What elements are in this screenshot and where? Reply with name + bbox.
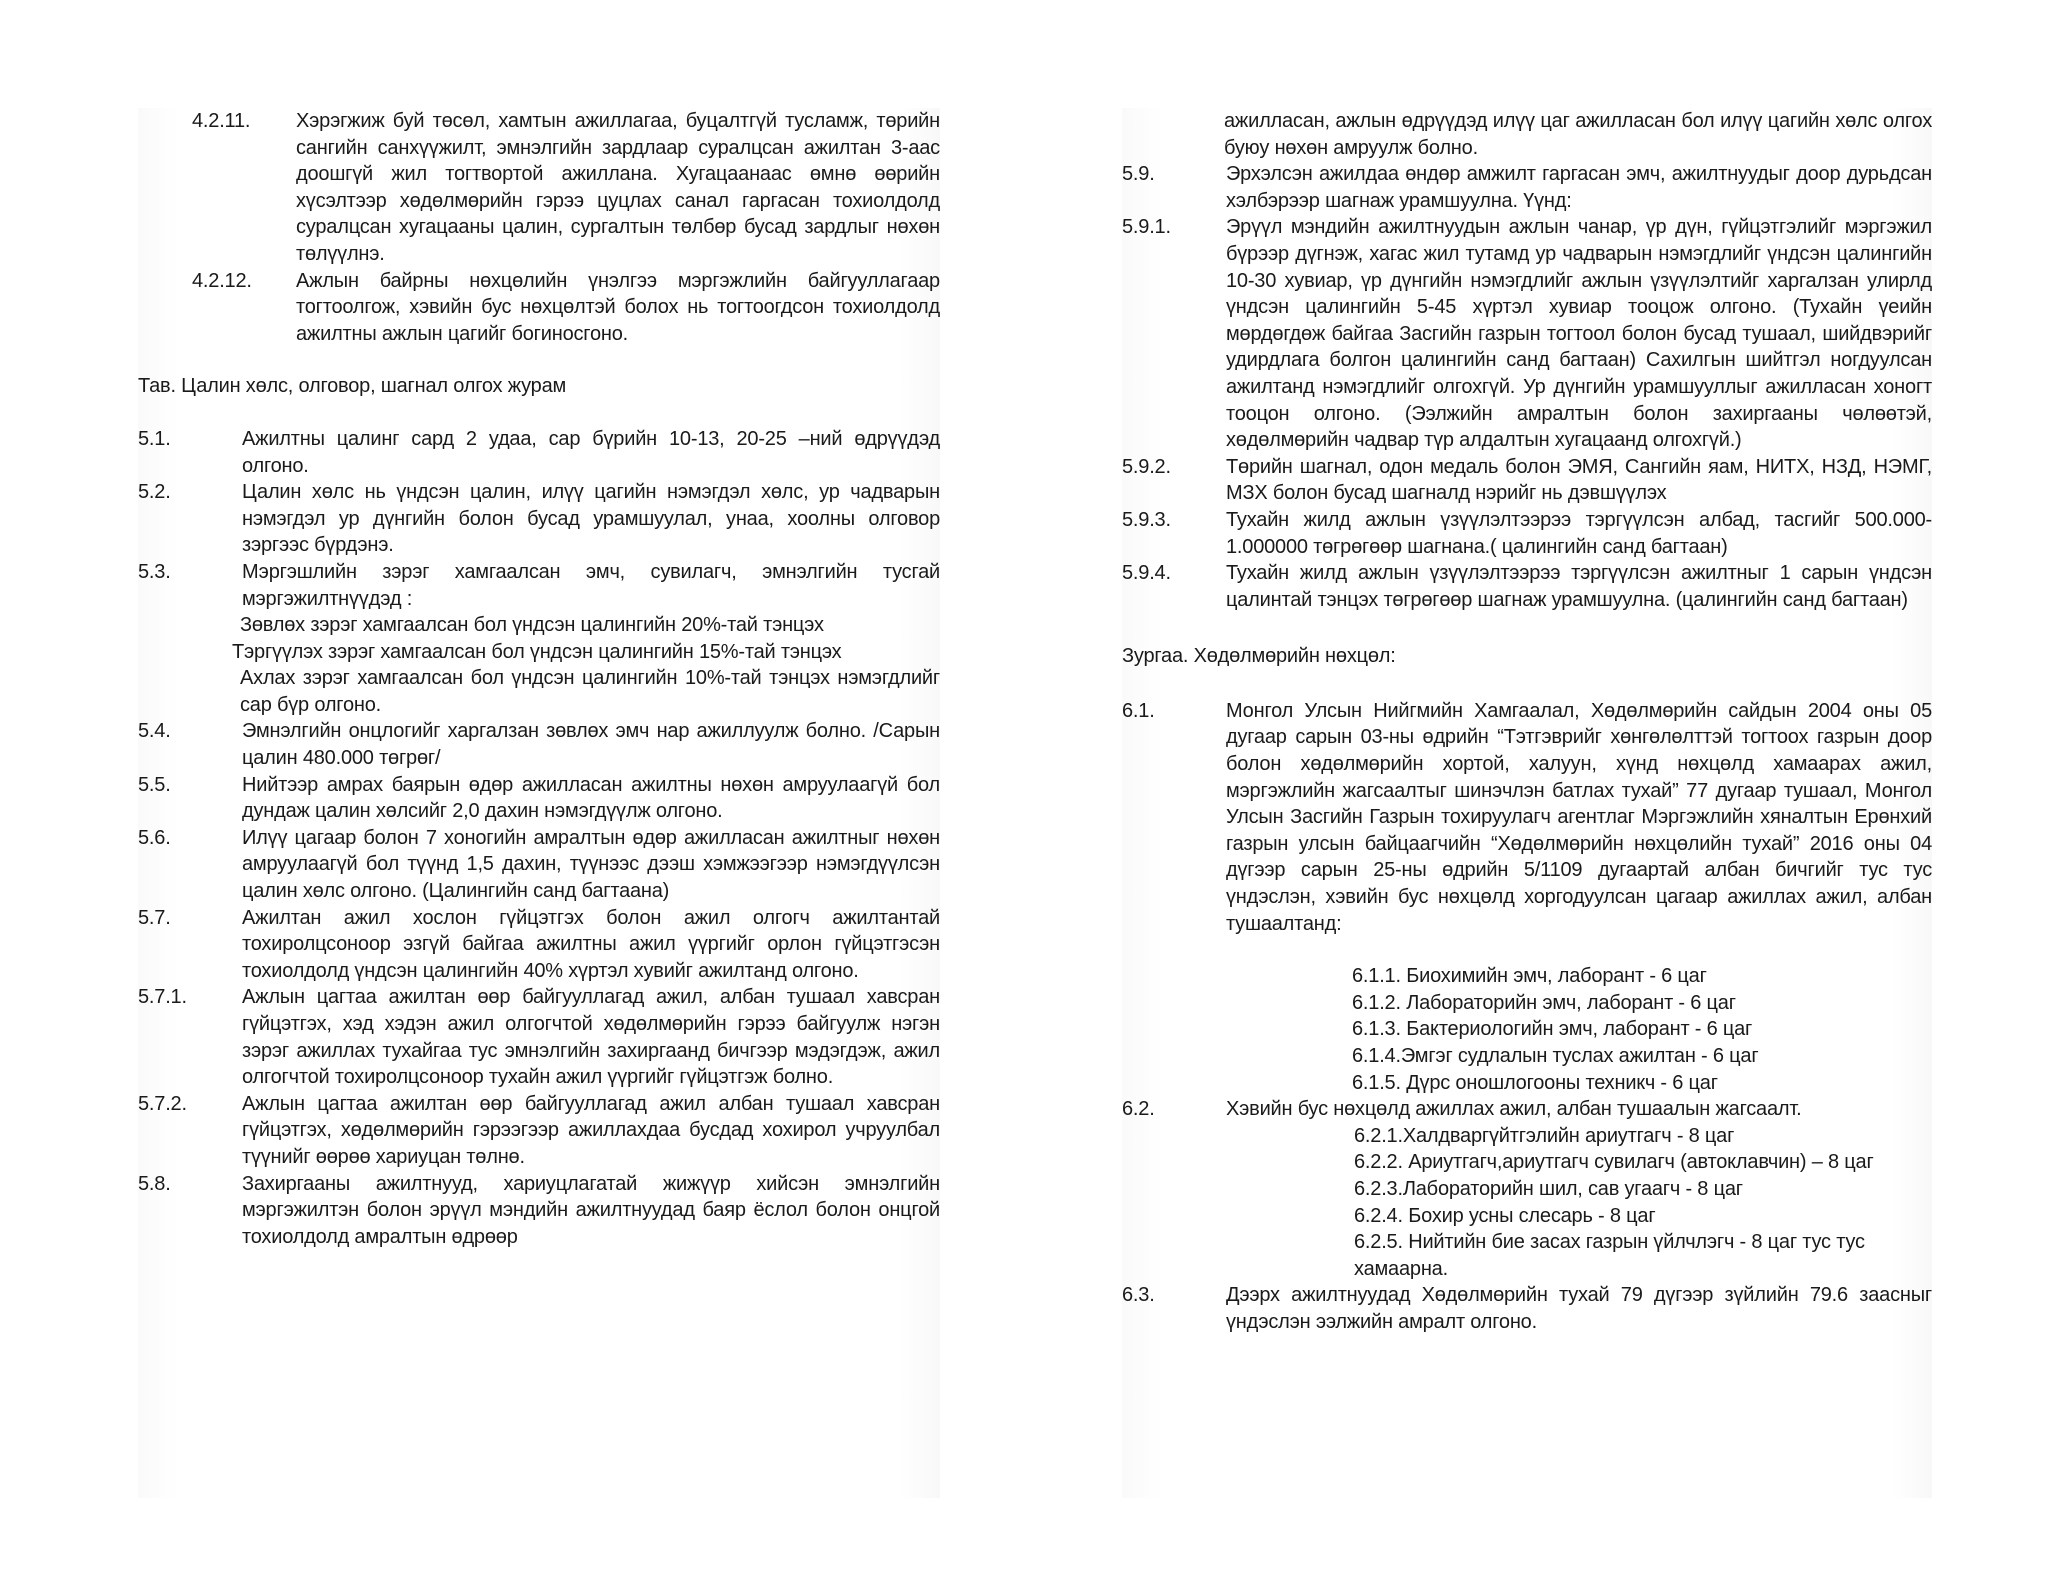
clause-text: Ажлын цагтаа ажилтан өөр байгууллагад ажил, албан тушаал хавсран гүйцэтгэх, хэд хэдэн ажил олгогчтой хөдөлмөрийн гэрээ байгуулж нэгэн зэрэг ажиллах тухайгаа тус эмнэлгийн захиргаанд бичгээр мэдэгдэж, ажил олгогчтой тохиролцсоноор тухайн ажил үүргийг гүйцэтгэж болно. <box>242 986 940 1089</box>
clause-text: Ажлын цагтаа ажилтан өөр байгууллагад ажил албан тушаал хавсран гүйцэтгэх, хөдөлмөрийн гэрээгээр ажиллахдаа бусдад хохирол учруулбал түүнийг өөрөө хариуцан төлнө. <box>242 1092 940 1168</box>
clause-number: 5.1. <box>138 427 171 450</box>
left-page <box>138 108 940 1498</box>
clause-5-7-1 <box>138 984 940 1090</box>
clause-6-2 <box>1122 1096 1932 1123</box>
clause-number: 4.2.11. <box>192 110 251 132</box>
clause-text: Хэрэгжиж буй төсөл, хамтын ажиллагаа, буцалтгүй тусламж, төрийн сангийн санхүүжилт, эмнэлгийн зардлаар суралцсан ажилтан 3-аас доошгүй жил тогтвортой ажиллана. Хугацаанаас өмнө өөрийн хүсэлтээр хөдөлмөрийн гэрээ цуцлах санал гаргасан тохиолдолд суралцсан хугацааны цалин, сургалтын төлбөр бусад зардлыг нөхөн төлүүлнэ. <box>296 110 940 265</box>
clause-text: Ажилтан ажил хослон гүйцэтгэх болон ажил олгогч ажилтантай тохиролцсоноор эзгүй байгаа ажилтны ажил үүргийг орлон гүйцэтгэсэн тохиолдолд үндсэн цалингийн 40% хүртэл хувийг ажилтанд олгоно. <box>242 906 940 982</box>
clause-number: 6.2. <box>1122 1098 1155 1121</box>
clause-5-6 <box>138 825 940 905</box>
clause-number: 5.9.4. <box>1122 562 1171 585</box>
list-item: 6.2.3.Лабораторийн шил, сав угаагч - 8 цаг <box>1354 1177 1743 1200</box>
list-item: 6.2.1.Халдваргүйтгэлийн ариутгагч - 8 цаг <box>1354 1124 1735 1147</box>
clause-text: Эрүүл мэндийн ажилтнуудын ажлын чанар, үр дүн, гүйцэтгэлийг мэргэжил бүрээр дүгнэж, хагас жил тутамд ур чадварын нэмэгдлийг үндсэн цалингийн 10-30 хувиар, үр дүнгийн нэмэгдлийг ажлын үзүүлэлтийг харгалзан улирлд үндсэн цалингийн 5-45 хүртэл хувиар тооцож олгоно. (Тухайн үеийн мөрдөгдөж байгаа Засгийн газрын тогтоол болон бусад тушаал, шийдвэрийг удирдлага болгон цалингийн санд багтаан) Сахилгын шийтгэл ногдуулсан ажилтанд нэмэгдлийг олгохгүй. Ур дүнгийн урамшууллыг ажилласан хоногт тооцон олгоно. (Ээлжийн амралтын болон захиргааны чөлөөтэй, хөдөлмөрийн чадвар түр алдалтын хугацаанд олгохгүй.) <box>1226 216 1932 452</box>
clause-5-3 <box>138 559 940 612</box>
clause-text: Тухайн жилд ажлын үзүүлэлтээрээ тэргүүлсэн албад, тасгийг 500.000-1.000000 төгрөгөөр шагнана.( цалингийн санд багтаан) <box>1226 508 1932 558</box>
clause-number: 5.3. <box>138 560 171 583</box>
clause-5-7-2 <box>138 1091 940 1171</box>
clause-number: 6.1. <box>1122 699 1155 722</box>
section-heading-five: Тав. Цалин хөлс, олговор, шагнал олгох журам <box>138 375 567 398</box>
clause-number: 5.2. <box>138 481 171 504</box>
list-item: 6.1.3. Бактериологийн эмч, лаборант - 6 цаг <box>1352 1018 1753 1041</box>
clause-6-1 <box>1122 698 1932 937</box>
rank-advisor-line: Зөвлөх зэрэг хамгаалсан бол үндсэн цалингийн 20%-тай тэнцэх <box>240 614 824 637</box>
clause-number: 5.9.2. <box>1122 455 1171 478</box>
clause-text: Тухайн жилд ажлын үзүүлэлтээрээ тэргүүлсэн ажилтныг 1 сарын үндсэн цалинтай тэнцэх төгрөгөөр шагнаж урамшуулна. (цалингийн санд багтаан) <box>1226 562 1932 611</box>
clause-number: 5.5. <box>138 773 171 796</box>
clause-5-1 <box>138 426 940 479</box>
clause-text: Төрийн шагнал, одон медаль болон ЭМЯ, Сангийн яам, НИТХ, НЗД, НЭМГ, МЗХ болон бусад шагналд нэрийг нь дэвшүүлэх <box>1226 455 1932 505</box>
clause-number: 5.4. <box>138 720 171 743</box>
clause-number: 6.3. <box>1122 1284 1155 1307</box>
clause-number: 5.7. <box>138 906 171 929</box>
clause-4-2-11 <box>192 108 940 268</box>
clause-5-2 <box>138 479 940 559</box>
clause-text: Эмнэлгийн онцлогийг харгалзан зөвлөх эмч нар ажиллуулж болно. /Сарын цалин 480.000 төгрөг/ <box>242 720 940 770</box>
clause-text: Ажилтны цалинг сард 2 удаа, сар бүрийн 10-13, 20-25 –ний өдрүүдэд олгоно. <box>242 427 940 477</box>
clause-number: 5.9. <box>1122 163 1155 186</box>
list-item: 6.1.1. Биохимийн эмч, лаборант - 6 цаг <box>1352 965 1707 988</box>
list-item: 6.2.5. Нийтийн бие засах газрын үйлчлэгч - 8 цаг тус тус хамаарна. <box>1354 1231 1865 1280</box>
list-6-2 <box>1122 1123 1932 1283</box>
clause-5-9-1 <box>1122 214 1932 453</box>
clause-number: 5.7.1. <box>138 986 187 1009</box>
list-item: 6.1.4.Эмгэг судлалын туслах ажилтан - 6 цаг <box>1352 1045 1759 1067</box>
continuation-text: ажилласан, ажлын өдрүүдэд илүү цаг ажилласан бол илүү цагийн хөлс олгох буюу нөхөн амруулж болно. <box>1224 110 1932 159</box>
list-item: 6.2.2. Ариутгагч,ариутгагч сувилагч (автоклавчин) – 8 цаг <box>1354 1151 1874 1174</box>
clause-number: 5.9.1. <box>1122 216 1171 239</box>
clause-text: Илүү цагаар болон 7 хоногийн амралтын өдөр ажилласан ажилтныг нөхөн амруулаагүй бол түүнд 1,5 дахин, түүнээс дээш хэмжээгээр нэмэгдүүлсэн цалин хөлс олгоно. (Цалингийн санд багтаана) <box>242 826 940 903</box>
list-item: 6.1.5. Дүрс оношлогооны техникч - 6 цаг <box>1352 1071 1718 1094</box>
right-page <box>1122 108 1932 1498</box>
spacer <box>1122 937 1932 963</box>
clause-number: 5.8. <box>138 1172 171 1195</box>
clause-number: 4.2.12. <box>192 269 252 292</box>
clause-number: 5.9.3. <box>1122 508 1171 531</box>
section-heading-six: Зургаа. Хөдөлмөрийн нөхцөл: <box>1122 645 1396 668</box>
clause-5-9 <box>1122 161 1932 214</box>
clause-text: Хэвийн бус нөхцөлд ажиллах ажил, албан тушаалын жагсаалт. <box>1226 1098 1802 1121</box>
clause-5-8 <box>138 1171 940 1251</box>
clause-text: Монгол Улсын Нийгмийн Хамгаалал, Хөдөлмөрийн сайдын 2004 оны 05 дугаар сарын 03-ны өдрийн “Тэтгэврийг хөнгөлөлттэй тогтоох газрын доор болон хөдөлмөрийн хортой, халуун, хүнд нөхцөлд хамаарах ажил, мэргэжлийн жагсаалтыг шинэчлэн батлах тухай” 77 дугаар тушаал, Монгол Улсын Засгийн Газрын тохируулагч агентлаг Мэргэжлийн хяналтын Ерөнхий газрын улсын байцаагчийн “Хөдөлмөрийн нөхцөлийн тухай” 2016 оны 04 дүгээр сарын 25-ны өдрийн 5/1109 дугаартай албан бичгийг тус тус үндэслэн, хэвийн бус нөхцөлд хоргодуулсан цагаар ажиллах ажил, албан тушаалтанд: <box>1226 699 1932 935</box>
list-item: 6.1.2. Лабораторийн эмч, лаборант - 6 цаг <box>1352 991 1736 1014</box>
clause-5-9-4 <box>1122 560 1932 613</box>
clause-list-4-2 <box>138 108 940 347</box>
list-6-1 <box>1122 963 1932 1096</box>
clause-6-3 <box>1122 1282 1932 1335</box>
clause-text: Захиргааны ажилтнууд, хариуцлагатай жижүүр хийсэн эмнэлгийн мэргэжилтэн болон эрүүл мэндийн ажилтнуудад баяр ёслол болон онцгой тохиолдолд амралтын өдрөөр <box>242 1172 940 1248</box>
clause-5-9-2 <box>1122 454 1932 507</box>
clause-number: 5.6. <box>138 826 171 849</box>
clause-text: Дээрх ажилтнуудад Хөдөлмөрийн тухай 79 дүгээр зүйлийн 79.6 заасныг үндэслэн ээлжийн амралт олгоно. <box>1226 1284 1932 1333</box>
clause-text: Цалин хөлс нь үндсэн цалин, илүү цагийн нэмэгдэл хөлс, ур чадварын нэмэгдэл ур дүнгийн болон бусад урамшуулал, унаа, хоолны олговор зэргээс бүрдэнэ. <box>242 481 940 557</box>
clause-number: 5.7.2. <box>138 1092 187 1115</box>
clause-5-7 <box>138 905 940 985</box>
rank-leading-line: Тэргүүлэх зэрэг хамгаалсан бол үндсэн цалингийн 15%-тай тэнцэх <box>232 640 842 663</box>
clause-5-9-3 <box>1122 507 1932 560</box>
clause-text: Ажлын байрны нөхцөлийн үнэлгээ мэргэжлийн байгууллагаар тогтоолгож, хэвийн бус нөхцөлтэй болох нь тогтоогдсон тохиолдолд ажилтны ажлын цагийг богиносгоно. <box>296 269 940 345</box>
clause-text: Эрхэлсэн ажилдаа өндөр амжилт гаргасан эмч, ажилтнуудыг доор дурьдсан хэлбэрээр шагнаж урамшуулна. Үүнд: <box>1226 163 1932 212</box>
clause-4-2-12 <box>192 268 940 348</box>
clause-text: Нийтээр амрах баярын өдөр ажилласан ажилтны нөхөн амруулаагүй бол дундаж цалин хөлсийг 2,0 дахин нэмэгдүүлж олгоно. <box>242 773 940 823</box>
clause-text: Мэргэшлийн зэрэг хамгаалсан эмч, сувилагч, эмнэлгийн тусгай мэргэжилтнүүдэд : <box>242 560 940 610</box>
clause-5-4 <box>138 718 940 771</box>
rank-senior-line: Ахлах зэрэг хамгаалсан бол үндсэн цалингийн 10%-тай тэнцэх нэмэгдлийг сар бүр олгоно. <box>240 667 940 716</box>
clause-5-5 <box>138 772 940 825</box>
list-item: 6.2.4. Бохир усны слесарь - 8 цаг <box>1354 1204 1656 1227</box>
